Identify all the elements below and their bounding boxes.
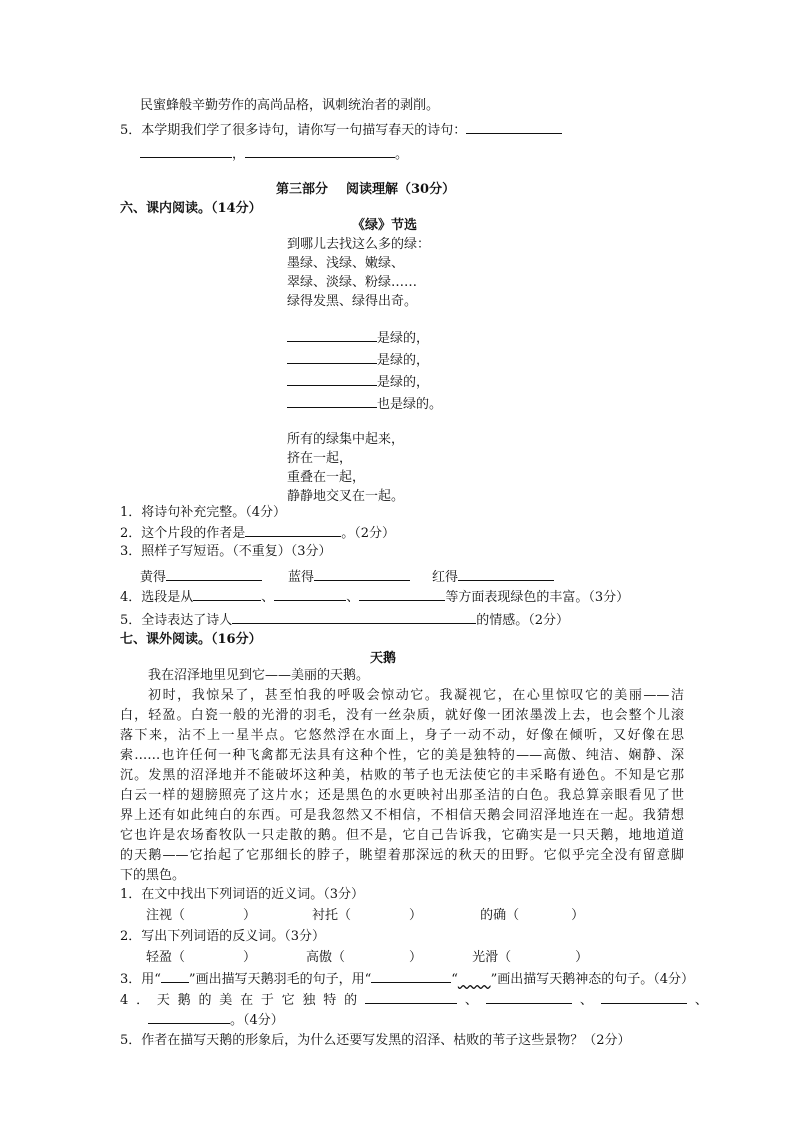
passage-line: 的天鹅——它抬起了它那细长的脖子，眺望着那深远的秋天的田野。它似乎完全没有留意脚 [120, 848, 684, 863]
passage-line: 初时，我惊呆了，甚至怕我的呼吸会惊动它。我凝视它，在心里惊叹它的美丽——洁 [148, 688, 684, 703]
question-4: 4．选段是从 、 、 等方面表现绿色的丰富。（3分） [120, 586, 629, 606]
period: 。 [395, 147, 409, 162]
straight-line-mark [161, 968, 189, 983]
question-7-5: 5．作者在描写天鹅的形象后，为什么还要写发黑的沼泽、枯败的苇子这些景物？（2分） [120, 1033, 631, 1048]
question-7-2-answers: 轻盈（ ） 高傲（ ） 光滑（ ） [146, 950, 589, 965]
question-2: 2．这个片段的作者是 。（2分） [120, 522, 395, 542]
passage-line: 它也许是农场畜牧队一只走散的鹅。但不是，它自己告诉我，它确实是一只天鹅，地地道道 [120, 828, 684, 843]
question-7-1-answers: 注视（ ） 衬托（ ） 的确（ ） [146, 908, 585, 923]
text-line: 民蜜蜂般辛勤劳作的高尚品格，讽刺统治者的剥削。 [140, 98, 440, 113]
wavy-line-mark [458, 972, 491, 987]
poem-line: 挤在一起， [287, 451, 353, 466]
passage-line: 下的黑色。 [120, 868, 186, 883]
passage-line: 界上还有如此纯白的东西。可是我忽然又不相信，不相信天鹅会同沼泽地连在一起。我猜想 [120, 808, 684, 823]
question-7-4: 4．天鹅的美在于它独特的 、 、 、 [120, 989, 716, 1009]
answer-blank[interactable] [166, 566, 262, 581]
passage-title: 天鹅 [370, 651, 397, 666]
part-title-label: 第三部分 [276, 182, 329, 197]
poem-line: 绿得发黑、绿得出奇。 [287, 294, 418, 309]
poem-line: 所有的绿集中起来， [287, 432, 405, 447]
poem-line: 翠绿、淡绿、粉绿…… [287, 275, 418, 290]
answer-blank[interactable] [466, 119, 562, 134]
question-text: 5．本学期我们学了很多诗句，请你写一句描写春天的诗句： [120, 123, 467, 138]
answer-blank[interactable] [287, 371, 377, 386]
question-5: 5．全诗表达了诗人 的情感。（2分） [120, 609, 569, 629]
poem-fill-line: 是绿的， [287, 371, 429, 391]
question-3: 3．照样子写短语。（不重复）（3分） [120, 544, 332, 559]
passage-line: 白云一样的翅膀照亮了这片水；还是黑色的水更映衬出那圣洁的白色。我总算亲眼看见了世 [120, 788, 684, 803]
poem-line: 重叠在一起， [287, 470, 366, 485]
answer-blank[interactable] [486, 989, 572, 1004]
answer-blank[interactable] [314, 566, 410, 581]
answer-blank[interactable] [371, 968, 451, 983]
answer-blank[interactable] [232, 609, 476, 624]
question-7-3: 3．用“ ”画出描写天鹅羽毛的句子，用“ “ ”画出描写天鹅神态的句子。（4分） [120, 968, 694, 988]
comma: ， [232, 147, 246, 162]
question-1: 1．将诗句补充完整。（4分） [120, 505, 287, 520]
passage-line: 落下来，沾不上一星半点。它悠然浮在水面上，身子一动不动，好像在倾听，又好像在思 [120, 728, 684, 743]
question-7-4-cont: 。（4分） [148, 1009, 284, 1029]
answer-blank[interactable] [148, 1009, 230, 1024]
question-5-prev [120, 119, 562, 139]
passage-line: 白，轻盈。白瓷一般的光滑的羽毛，没有一丝杂质，就好像一团浓墨泼上去，也会整个儿滚 [120, 708, 684, 723]
part-title-score: 阅读理解（30分） [346, 182, 456, 197]
answer-blank[interactable] [287, 327, 377, 342]
passage-line: 沉。发黑的沼泽地并不能破坏这种美，枯败的苇子也无法使它的丰采略有逊色。不知是它那 [120, 768, 684, 783]
poem-fill-line: 是绿的， [287, 349, 429, 369]
answer-blank[interactable] [274, 586, 346, 601]
poem-line: 静静地交叉在一起。 [287, 489, 405, 504]
answer-blank[interactable] [193, 586, 261, 601]
answer-blank[interactable] [287, 349, 377, 364]
passage-line: 索……也许任何一种飞禽都无法具有这种个性，它的美是独特的——高傲、纯洁、娴静、深 [120, 748, 684, 763]
question-7-2: 2．写出下列词语的反义词。（3分） [120, 929, 326, 944]
answer-blank[interactable] [245, 522, 341, 537]
passage-line: 我在沼泽地里见到它——美丽的天鹅。 [148, 668, 370, 683]
answer-blank[interactable] [365, 989, 457, 1004]
section-6-heading: 六、课内阅读。（14分） [120, 201, 262, 216]
answer-blank[interactable] [245, 143, 395, 158]
poem-line: 墨绿、浅绿、嫩绿、 [287, 256, 405, 271]
answer-blank[interactable] [140, 143, 232, 158]
answer-line [140, 143, 408, 163]
poem-fill-line: 也是绿的。 [287, 393, 442, 413]
answer-blank[interactable] [458, 566, 554, 581]
section-7-heading: 七、课外阅读。（16分） [120, 632, 262, 647]
part-title [276, 180, 455, 200]
poem-fill-line: 是绿的， [287, 327, 429, 347]
question-7-1: 1．在文中找出下列词语的近义词。（3分） [120, 887, 365, 902]
answer-blank[interactable] [601, 989, 687, 1004]
poem-title: 《绿》节选 [352, 218, 418, 233]
answer-blank[interactable] [287, 393, 377, 408]
poem-line: 到哪儿去找这么多的绿： [287, 237, 431, 252]
answer-blank[interactable] [359, 586, 445, 601]
question-3-answers: 黄得 蓝得 红得 [140, 566, 554, 586]
